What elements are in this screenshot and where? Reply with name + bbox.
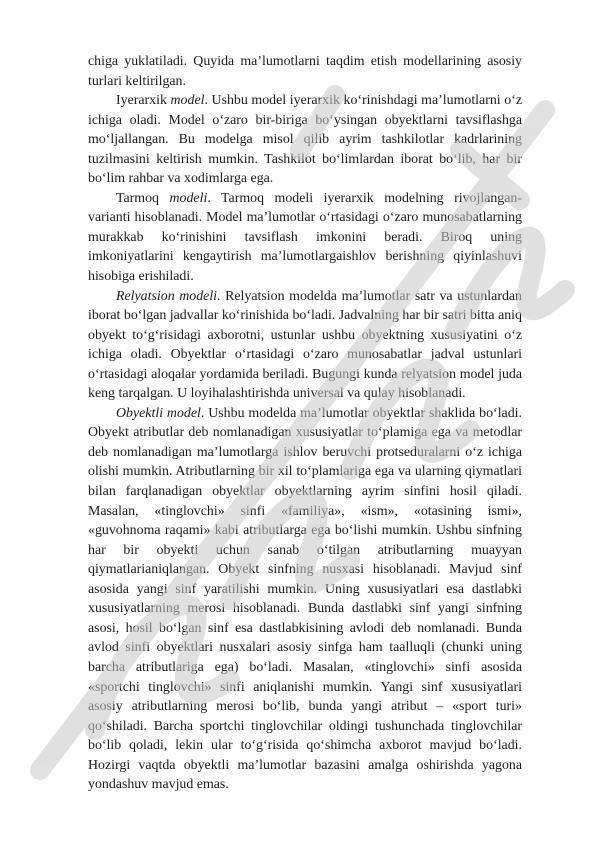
paragraph-body: . Tarmoq modeli iyerarxik modelning rivojlangan-varianti hisoblanadi. Model maʼlumotlar oʻrtasidagi oʻzaro munosabatlarning murakkab koʻrinishini tavsiflash imkonini beradi. Biroq uning imkoniyatlarini kengaytirish maʼlumotlargaishlov berishning qiyinlashuvi hisobiga erishiladi.: [88, 190, 522, 285]
paragraph-relational-model: [88, 287, 522, 404]
paragraph-lead: Tarmoq: [116, 190, 170, 206]
paragraph-body: . Relyatsion modelda maʼlumotlar satr va ustunlardan iborat boʻlgan jadvallar koʻrinishida boʻladi. Jadvalning har bir satri bitta aniq obyekt toʻgʻrisidagi axborotni, ustunlar ushbu obyektning xususiyatini oʻz ichiga oladi. Obyektlar oʻrtasidagi oʻzaro munosabatlar jadval ustunlari oʻrtasidagi aloqalar yordamida beriladi. Bugungi kunda relyatsion model juda keng tarqalgan. U loyihalashtirishda universal va qulay hisoblanadi.: [88, 288, 522, 402]
paragraph-body: . Ushbu model iyerarxik koʻrinishdagi maʼlumotlarni oʻz ichiga oladi. Model oʻzaro bir-biriga boʻysingan obyektlarni tavsiflashga moʻljallangan. Bu modelga misol qilib ayrim tashkilotlar kadrlarining tuzilmasini keltirish mumkin. Tashkilot boʻlimlardan iborat boʻlib, har bir boʻlim rahbar va xodimlarga ega.: [88, 93, 522, 187]
model-term: model: [170, 93, 205, 109]
paragraph-body: . Ushbu modelda maʼlumotlar obyektlar shaklida boʻladi. Obyekt atributlar deb nomlanadigan xususiyatlar toʻplamiga ega va metodlar deb nomlanadigan maʼlumotlarga ishlov beruvchi protseduralarni oʻz ichiga olishi mumkin. Atributlarning bir xil toʻplamlariga ega va ularning qiymatlari bilan farqlanadigan obyektlar obyektlarning ayrim sinfini hosil qiladi. Masalan, «tinglovchi» sinfi «familiya», «ism», «otasining ismi», «guvohnoma raqami» kabi atributlarga ega boʻlishi mumkin. Ushbu sinfning har bir obyekti uchun sanab oʻtilgan atributlarning muayyan qiymatlarianiqlangan. Obyekt sinfning nusxasi hisoblanadi. Mavjud sinf asosida yangi sinf yaratilishi mumkin. Uning xususiyatlari esa dastlabki xususiyatlarning merosi hisoblanadi. Bunda dastlabki sinf yangi sinfning asosi, hosil boʻlgan sinf esa dastlabkisining avlodi deb nomlanadi. Bunda avlod sinfi obyektlari nusxalari asosiy sinfga ham taalluqli (chunki uning barcha atributlariga ega) boʻladi. Masalan, «tinglovchi» sinfi asosida «sportchi tinglovchi» sinfi aniqlanishi mumkin. Yangi sinf xususiyatlari asosiy atributlarning merosi boʻlib, bunda yangi atribut – «sport turi» qoʻshiladi. Barcha sportchi tinglovchilar oldingi tushunchada tinglovchilar boʻlib qoladi, lekin ular toʻgʻrisida qoʻshimcha axborot mavjud boʻladi. Hozirgi vaqtda obyektli maʼlumotlar bazasini amalga oshirishda yagona yondashuv mavjud emas.: [88, 405, 522, 793]
paragraph-lead: Iyerarxik: [116, 93, 171, 109]
paragraph-network-model: [88, 189, 522, 287]
model-term: Relyatsion modeli: [116, 288, 218, 304]
document-page: [88, 52, 522, 795]
paragraph-object-model: [88, 404, 522, 795]
paragraph-intro: [88, 52, 522, 91]
model-term: Obyektli model: [116, 405, 201, 421]
paragraph-body: chiga yuklatiladi. Quyida maʼlumotlarni taqdim etish modellarining asosiy turlari keltirilgan.: [88, 54, 522, 89]
model-term: modeli: [169, 190, 208, 206]
paragraph-hierarchical-model: [88, 91, 522, 189]
